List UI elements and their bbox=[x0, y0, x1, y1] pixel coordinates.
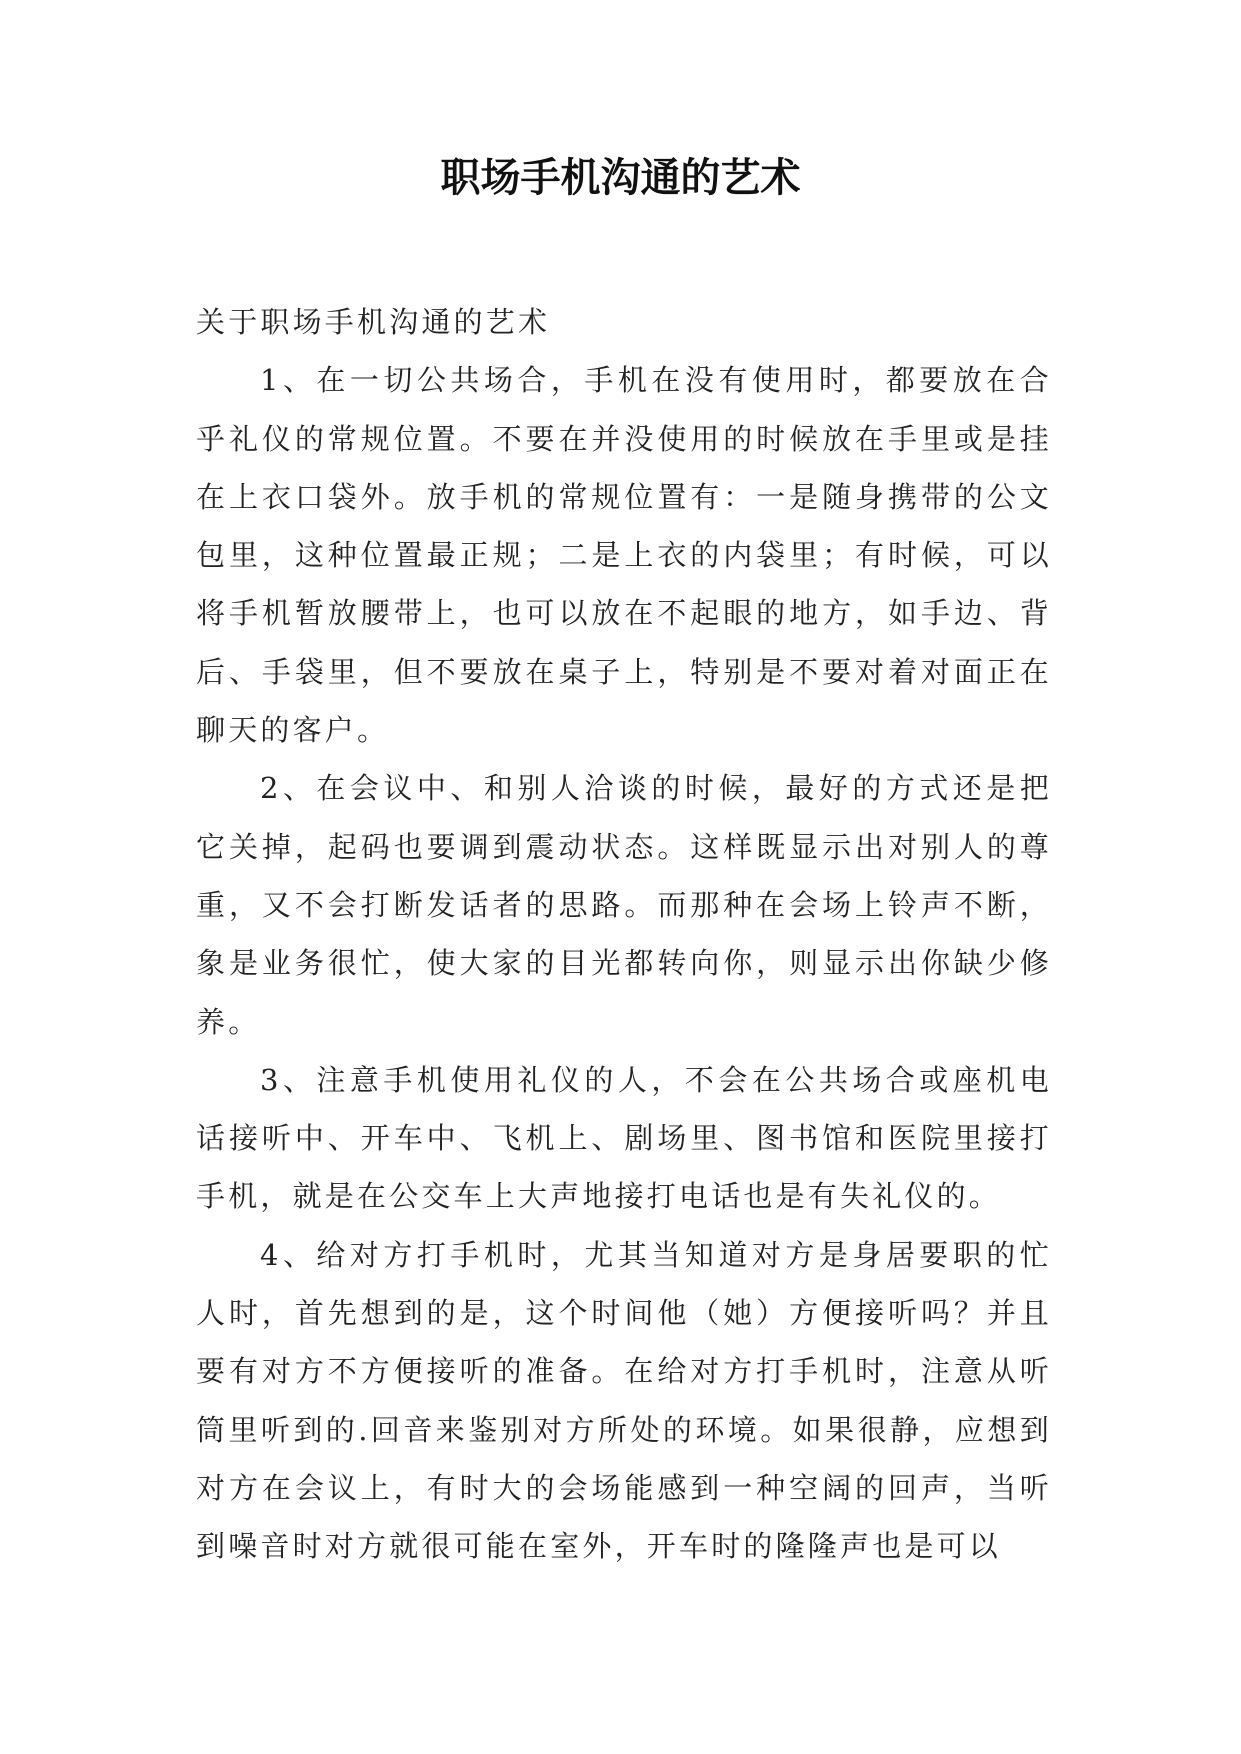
document-subtitle: 关于职场手机沟通的艺术 bbox=[196, 305, 551, 339]
document-body bbox=[196, 293, 1052, 1576]
paragraph-2: 2、在会议中、和别人洽谈的时候，最好的方式还是把它关掉，起码也要调到震动状态。这样既显示出对别人的尊重，又不会打断发话者的思路。而那种在会场上铃声不断，象是业务很忙，使大家的目光都转向你，则显示出你缺少修养。 bbox=[196, 771, 1052, 1039]
document-title: 职场手机沟通的艺术 bbox=[440, 154, 801, 201]
paragraph-4: 4、给对方打手机时，尤其当知道对方是身居要职的忙人时，首先想到的是，这个时间他（她）方便接听吗？并且要有对方不方便接听的准备。在给对方打手机时，注意从听筒里听到的.回音来鉴别对方所处的环境。如果很静，应想到对方在会议上，有时大的会场能感到一种空阔的回声，当听到噪音时对方就很可能在室外，开车时的隆隆声也是可以 bbox=[196, 1237, 1052, 1564]
paragraph-3: 3、注意手机使用礼仪的人，不会在公共场合或座机电话接听中、开车中、飞机上、剧场里、图书馆和医院里接打手机，就是在公交车上大声地接打电话也是有失礼仪的。 bbox=[196, 1062, 1052, 1214]
paragraph-1: 1、在一切公共场合，手机在没有使用时，都要放在合乎礼仪的常规位置。不要在并没使用的时候放在手里或是挂在上衣口袋外。放手机的常规位置有：一是随身携带的公文包里，这种位置最正规；二是上衣的内袋里；有时候，可以将手机暂放腰带上，也可以放在不起眼的地方，如手边、背后、手袋里，但不要放在桌子上，特别是不要对着对面正在聊天的客户。 bbox=[196, 363, 1052, 748]
